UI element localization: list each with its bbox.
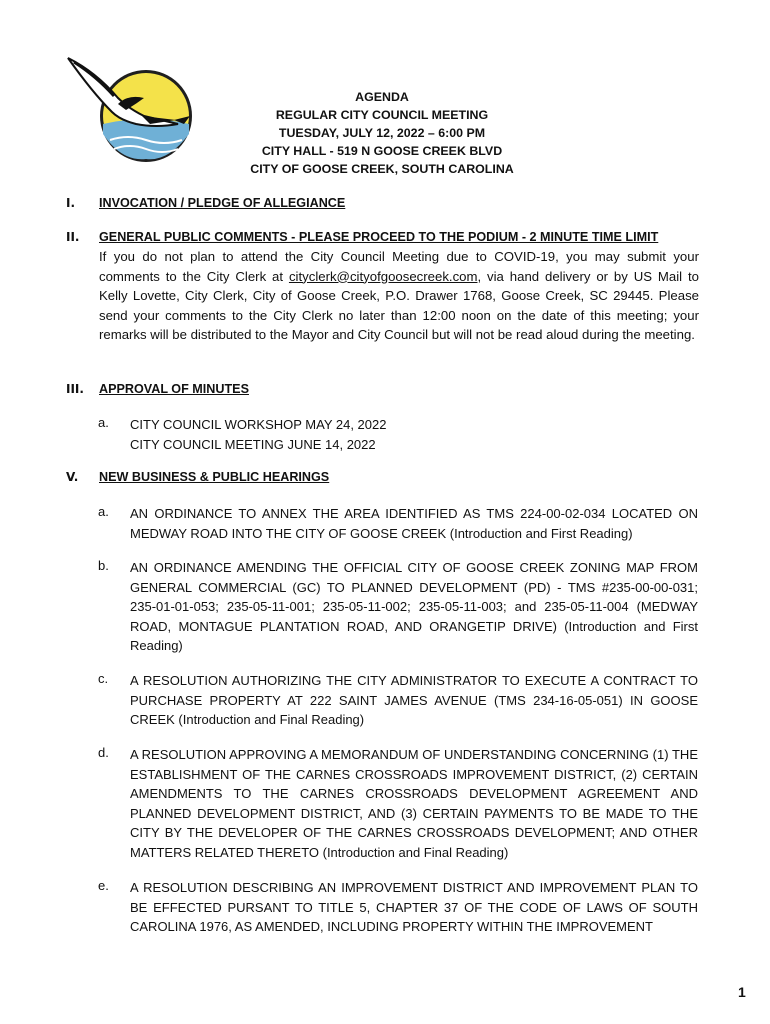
minutes-workshop: CITY COUNCIL WORKSHOP MAY 24, 2022	[130, 417, 387, 432]
section-heading: APPROVAL OF MINUTES	[99, 382, 249, 396]
item-text: A RESOLUTION AUTHORIZING THE CITY ADMINISTRATOR TO EXECUTE A CONTRACT TO PURCHASE PROPERTY AT 222 SAINT JAMES AVENUE (TMS 234-16-05-051) IN GOOSE CREEK (Introduction and Final Reading)	[130, 673, 698, 728]
meeting-type: REGULAR CITY COUNCIL MEETING	[275, 108, 489, 122]
list-item	[98, 745, 700, 865]
section-heading: NEW BUSINESS & PUBLIC HEARINGS	[99, 470, 330, 484]
section-number: III.	[66, 382, 84, 396]
meeting-date: TUESDAY, JULY 12, 2022 – 6:00 PM	[278, 126, 486, 140]
section-number: II.	[66, 230, 80, 244]
item-letter: a.	[98, 504, 109, 519]
comments-text-end: , via hand delivery or by US Mail to Kelly Lovette, City Clerk, City of Goose Creek, P.O. Drawer 1768, Goose Creek, SC 29445. Please send your comments to the City Clerk no later than 12:00 noon on the date of this meeting; your remarks will be distributed to the Mayor and City Council but will not be read aloud during the meeting.	[99, 268, 699, 343]
item-letter: e.	[98, 878, 109, 893]
city-clerk-email-link[interactable]: cityclerk@cityofgoosecreek.com	[288, 268, 478, 284]
list-item	[98, 415, 700, 457]
list-item	[98, 558, 700, 658]
list-item	[98, 878, 700, 938]
city-name: CITY OF GOOSE CREEK, SOUTH CAROLINA	[250, 162, 514, 176]
agenda-header	[224, 88, 540, 178]
meeting-location: CITY HALL - 519 N GOOSE CREEK BLVD	[261, 144, 503, 158]
item-text: A RESOLUTION DESCRIBING AN IMPROVEMENT DISTRICT AND IMPROVEMENT PLAN TO BE EFFECTED PURSANT TO TITLE 5, CHAPTER 37 OF THE CODE OF LAWS OF SOUTH CAROLINA 1976, AS AMENDED, INCLUDING PROPERTY WITHIN THE IMPROVEMENT	[130, 880, 698, 935]
item-letter: a.	[98, 415, 109, 430]
comments-text-start: If you do not plan to attend the City Council Meeting due to COVID-19, you may submit your comments to the City Clerk at	[99, 249, 699, 284]
section-number: I.	[66, 196, 76, 210]
section-number: V.	[66, 470, 79, 484]
item-letter: b.	[98, 558, 109, 573]
list-item	[98, 504, 700, 544]
item-letter: c.	[98, 671, 109, 686]
public-comments-body	[99, 247, 699, 345]
goose-logo-icon	[66, 54, 196, 176]
item-letter: d.	[98, 745, 109, 760]
item-text: AN ORDINANCE AMENDING THE OFFICIAL CITY OF GOOSE CREEK ZONING MAP FROM GENERAL COMMERCIAL (GC) TO PLANNED DEVELOPMENT (PD) - TMS #235-00-00-031; 235-01-01-053; 235-05-11-001; 235-05-11-002; 235-05-11-003; and 235-05-11-004 (MEDWAY ROAD, MONTAGUE PLANTATION ROAD, AND ORANGETIP DRIVE) (Introduction and First Reading)	[130, 560, 698, 654]
item-text: A RESOLUTION APPROVING A MEMORANDUM OF UNDERSTANDING CONCERNING (1) THE ESTABLISHMENT OF THE CARNES CROSSROADS IMPROVEMENT DISTRICT, (2) CERTAIN AMENDMENTS TO THE CARNES CROSSROADS DEVELOPMENT AGREEMENT AND PLANNED DEVELOPMENT DISTRICT, AND (3) CERTAIN PAYMENTS TO BE MADE TO THE CITY BY THE DEVELOPER OF THE CARNES CROSSROADS DEVELOPMENT; AND OTHER MATTERS RELATED THERETO (Introduction and Final Reading)	[130, 747, 698, 860]
section-heading: INVOCATION / PLEDGE OF ALLEGIANCE	[99, 196, 346, 210]
section-new-business	[66, 470, 706, 490]
agenda-title: AGENDA	[355, 90, 409, 104]
section-approval-of-minutes	[66, 382, 706, 402]
minutes-meeting: CITY COUNCIL MEETING JUNE 14, 2022	[130, 436, 376, 452]
item-text: AN ORDINANCE TO ANNEX THE AREA IDENTIFIED AS TMS 224-00-02-034 LOCATED ON MEDWAY ROAD INTO THE CITY OF GOOSE CREEK (Introduction and First Reading)	[130, 506, 698, 541]
item-text	[130, 415, 698, 454]
section-public-comments	[66, 230, 706, 370]
page-number: 1	[738, 984, 746, 1000]
section-heading: GENERAL PUBLIC COMMENTS - PLEASE PROCEED TO THE PODIUM - 2 MINUTE TIME LIMIT	[99, 230, 659, 244]
section-invocation	[66, 196, 706, 216]
list-item	[98, 671, 700, 731]
